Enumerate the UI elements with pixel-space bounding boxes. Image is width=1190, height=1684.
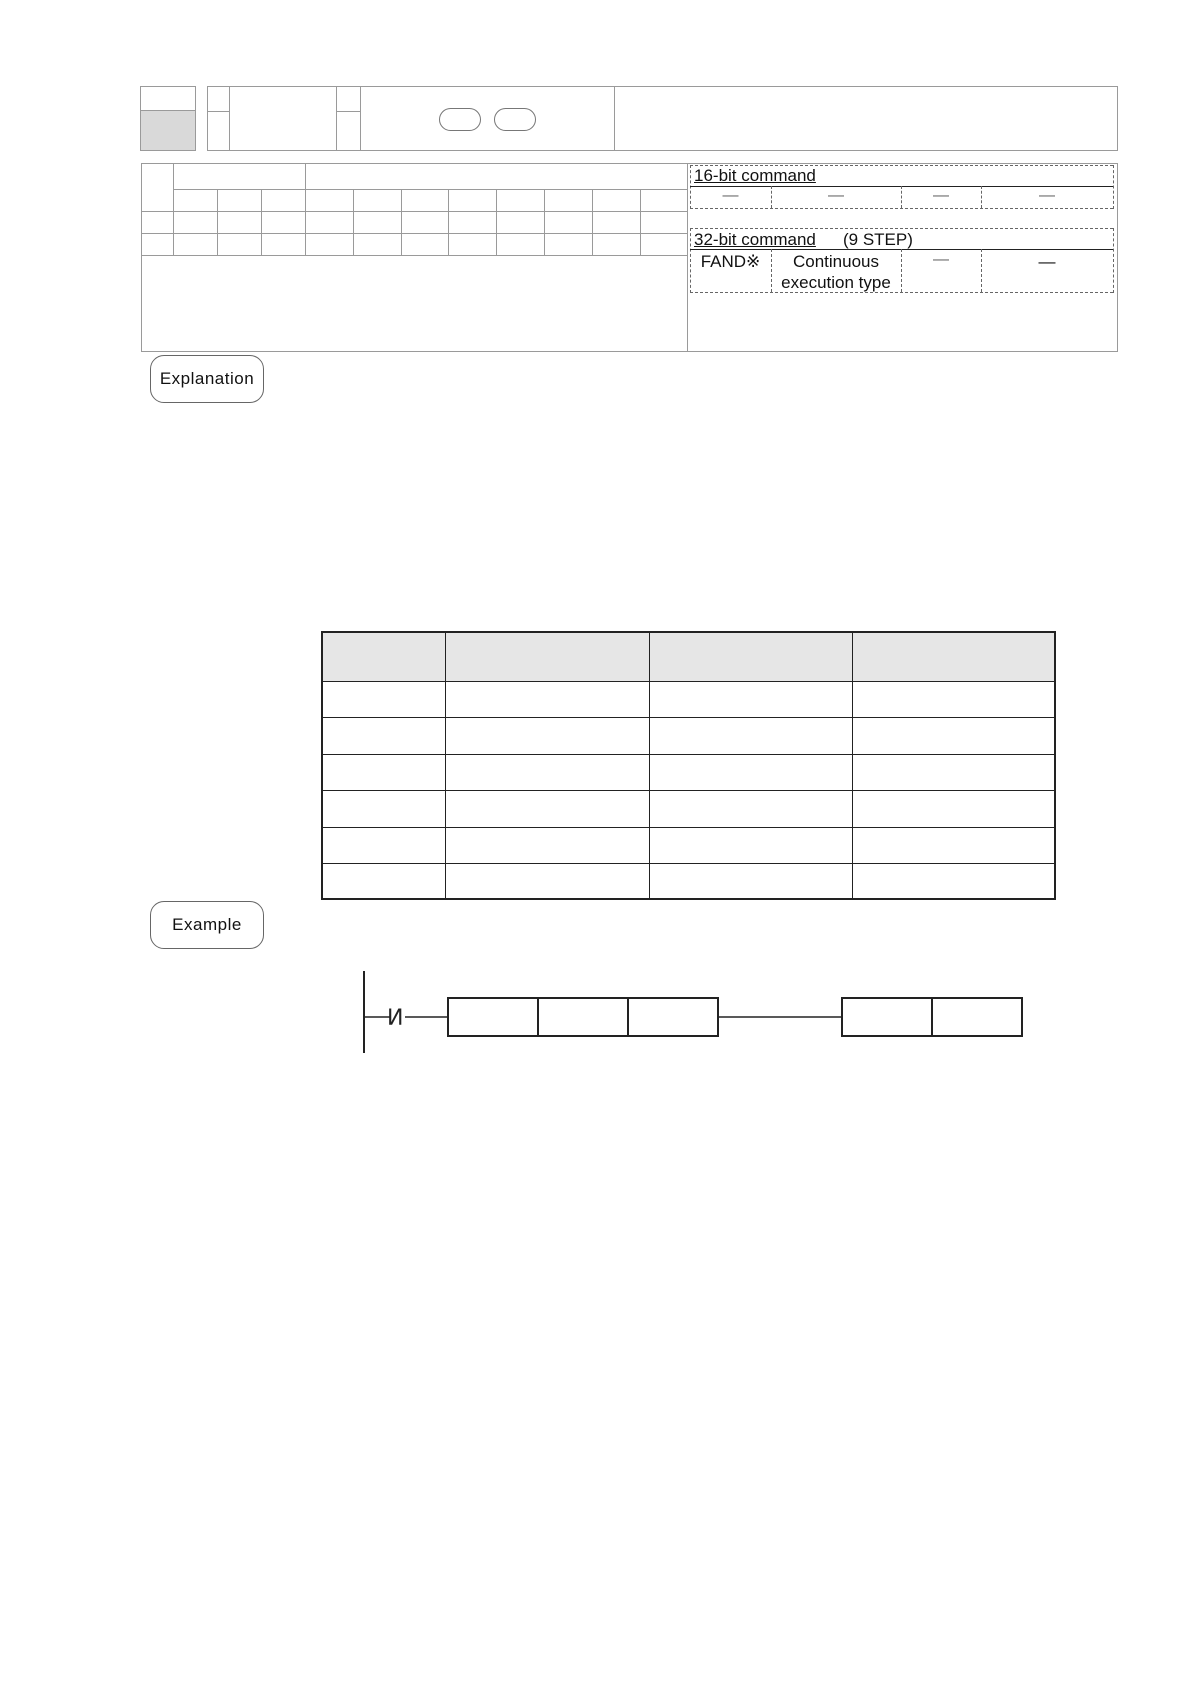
device-grid-line — [640, 189, 641, 255]
device-grid-line — [496, 189, 497, 255]
header-divider — [336, 86, 337, 151]
cmd16-border — [690, 208, 1113, 209]
operand-key-left — [439, 108, 481, 131]
cmd32-border — [690, 292, 1113, 293]
table-col — [649, 633, 650, 898]
block-divider — [687, 163, 688, 352]
cmd16-cell: — — [1039, 187, 1055, 204]
header-divider — [336, 111, 360, 112]
ladder-operand-box — [538, 998, 628, 1036]
cmd16-cell: — — [933, 187, 949, 204]
header-divider — [614, 86, 615, 151]
cmd32-steps: (9 STEP) — [843, 230, 913, 249]
ladder-operand-box — [628, 998, 718, 1036]
cmd16-title: 16-bit command — [694, 166, 816, 185]
device-grid-line — [141, 233, 687, 234]
table-col — [445, 633, 446, 898]
table-row — [323, 754, 1054, 755]
table-col — [852, 633, 853, 898]
device-grid-line — [141, 211, 687, 212]
device-grid-line — [173, 189, 687, 190]
header-divider — [207, 111, 229, 112]
cmd32-title: 32-bit command — [694, 230, 816, 249]
example-label: Example — [150, 901, 264, 949]
device-grid-line — [353, 189, 354, 255]
api-shaded-cell — [141, 110, 195, 150]
explanation-label: Explanation — [150, 355, 264, 403]
device-grid-line — [305, 163, 306, 255]
cmd16-cell: — — [722, 187, 739, 204]
ladder-contact-symbol: Ͷ — [387, 1006, 404, 1031]
device-grid-line — [544, 189, 545, 255]
instruction-header-box — [207, 86, 1118, 151]
ladder-output-box — [842, 998, 932, 1036]
cmd32-dash: — — [1038, 252, 1056, 271]
ladder-diagram — [350, 965, 1040, 1060]
ladder-instruction-box — [448, 998, 538, 1036]
device-grid-line — [401, 189, 402, 255]
cmd16-border — [1113, 165, 1114, 209]
cmd32-exec-line1: Continuous — [792, 252, 879, 271]
cmd32-exec-line2: execution type — [781, 273, 891, 292]
device-grid-line — [173, 163, 174, 255]
table-header-row — [323, 633, 1054, 682]
ladder-output-box — [932, 998, 1022, 1036]
cmd32-mnemonic: FAND※ — [700, 252, 761, 271]
device-grid-line — [141, 255, 687, 256]
operand-key-right — [494, 108, 536, 131]
explanation-table — [321, 631, 1056, 900]
cmd32-border — [690, 228, 1113, 229]
device-grid-line — [448, 189, 449, 255]
table-row — [323, 790, 1054, 791]
table-row — [323, 863, 1054, 864]
device-grid-line — [592, 189, 593, 255]
cmd32-border — [1113, 228, 1114, 293]
table-row — [323, 827, 1054, 828]
table-row — [323, 717, 1054, 718]
header-divider — [360, 86, 361, 151]
cmd16-cell: — — [828, 187, 844, 204]
device-grid-line — [217, 189, 218, 255]
device-grid-line — [261, 189, 262, 255]
header-divider — [229, 86, 230, 151]
cmd32-dash: — — [933, 251, 949, 268]
